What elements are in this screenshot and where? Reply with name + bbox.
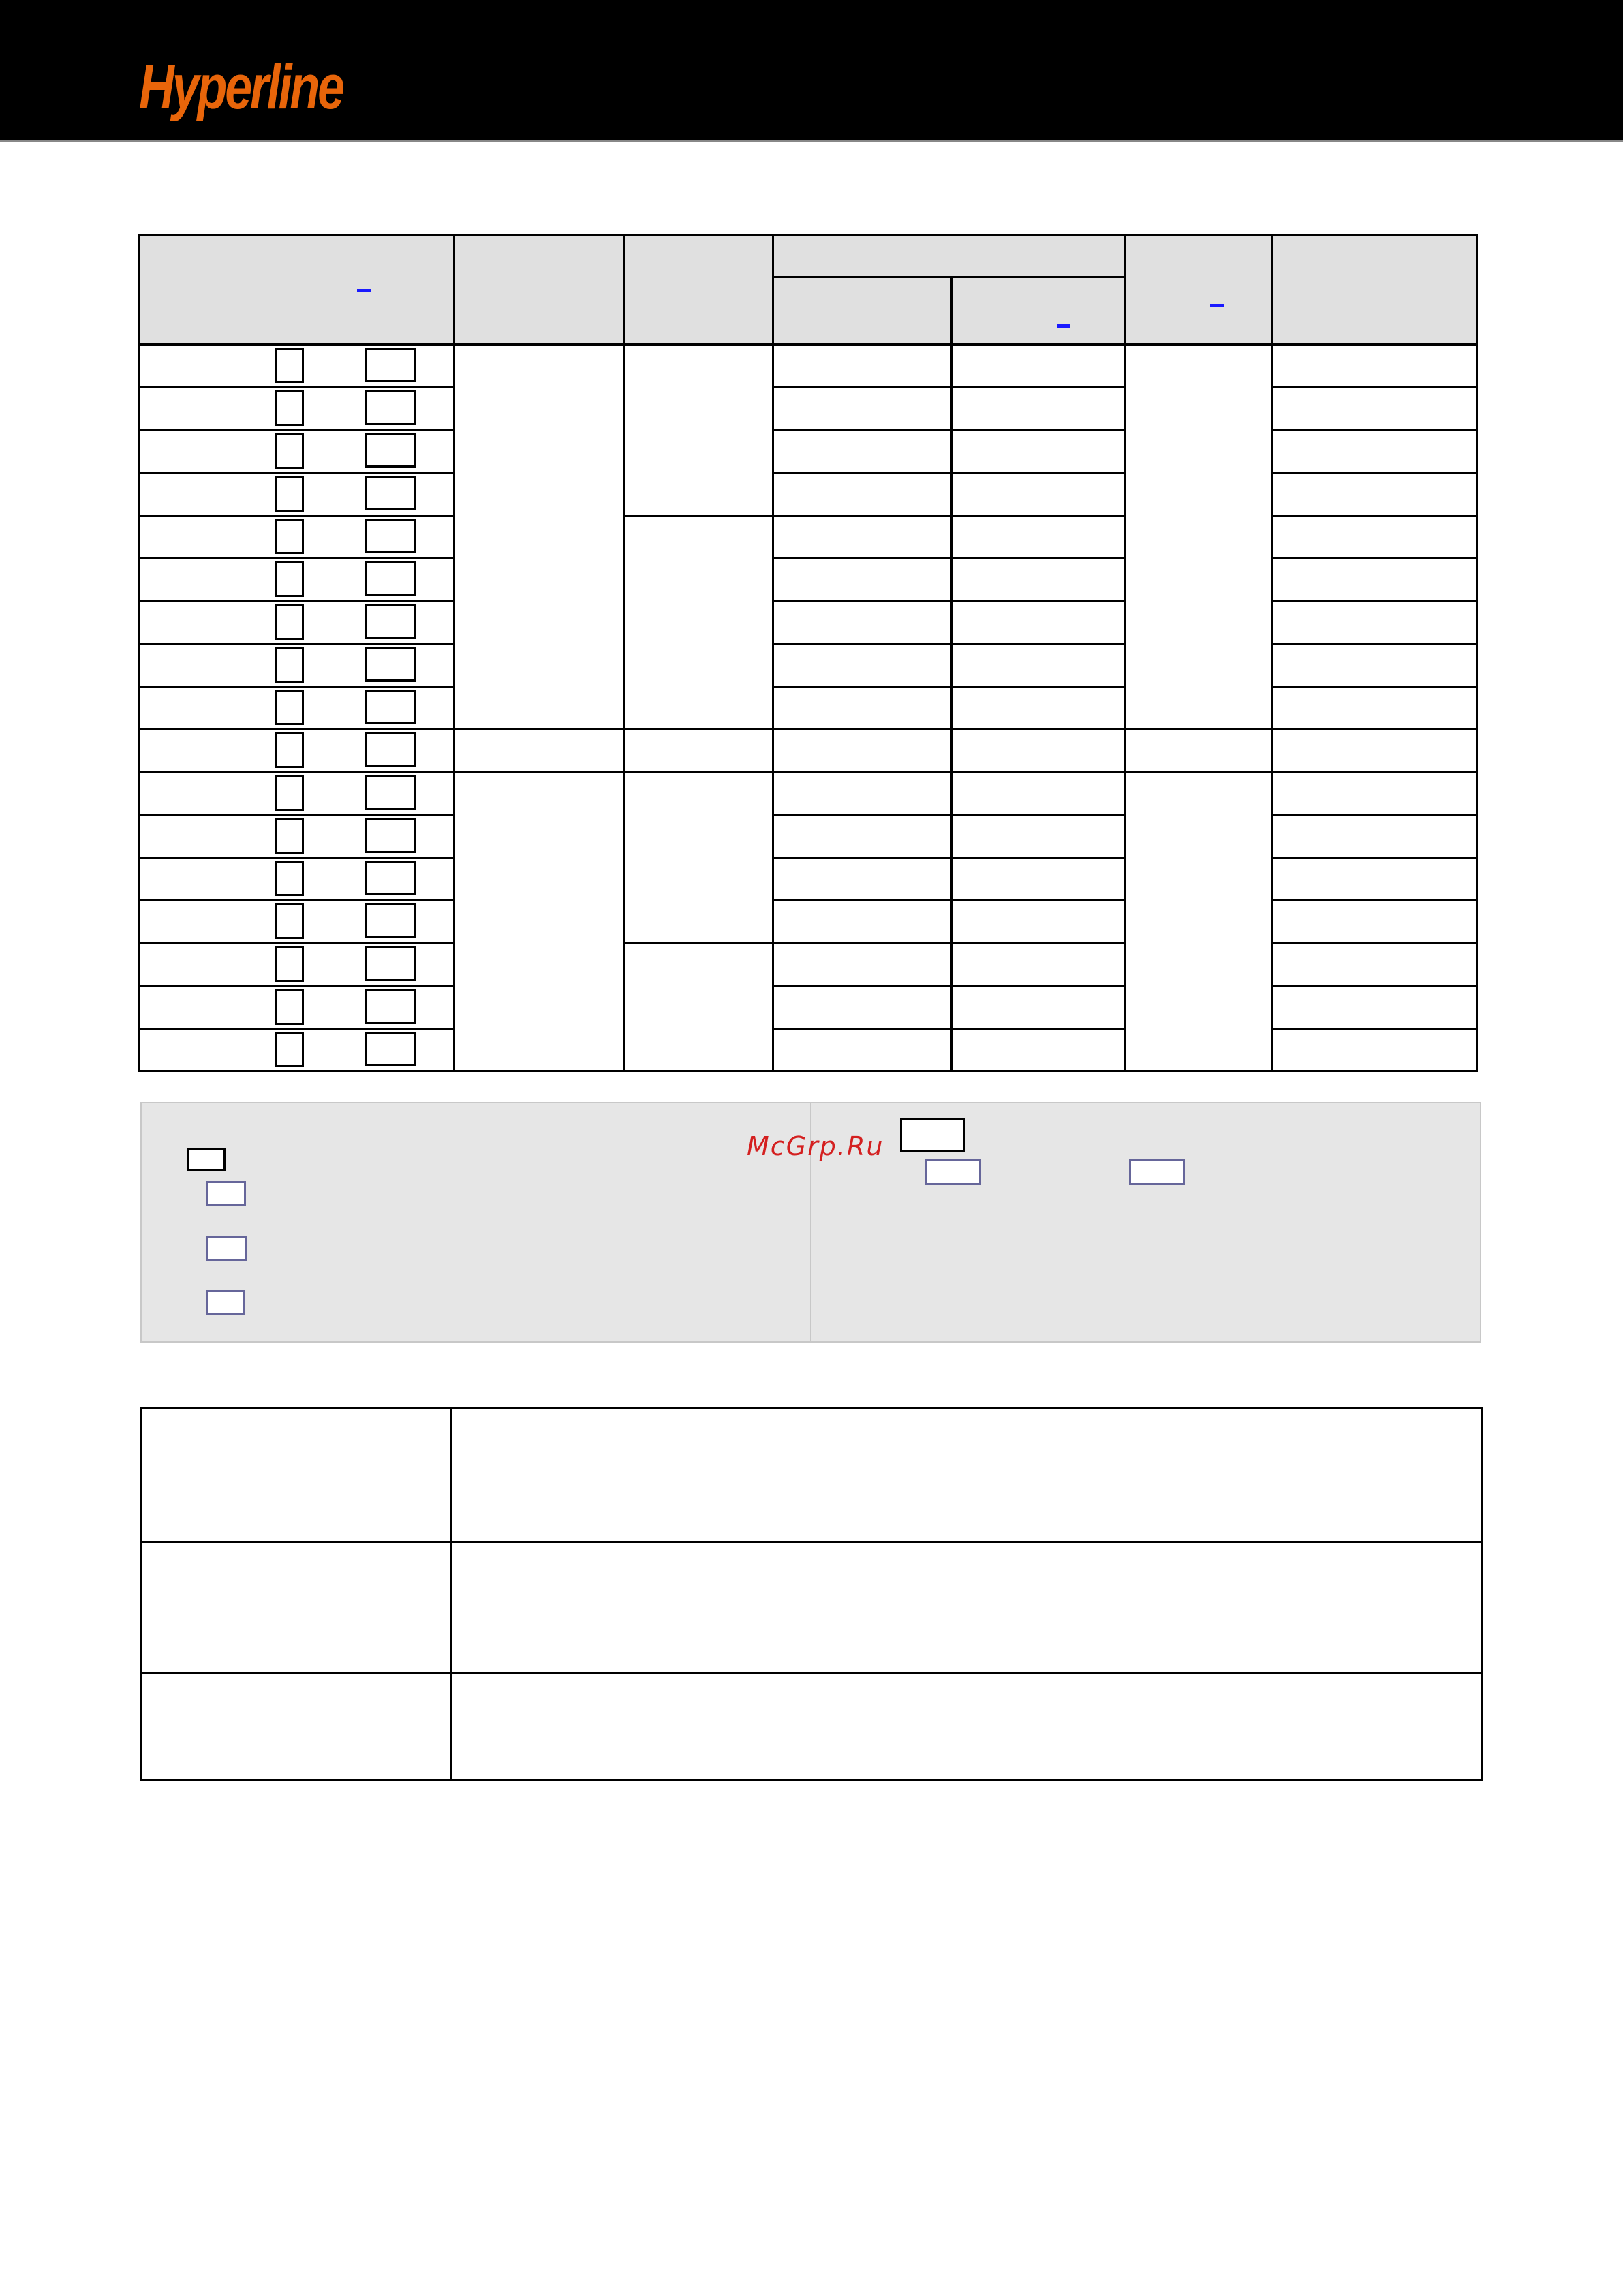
table-cell [1271, 942, 1478, 987]
table-cell [772, 771, 953, 816]
part-code-box [365, 818, 416, 853]
footnote-link[interactable] [1057, 324, 1070, 328]
table-cell [138, 857, 455, 902]
table-cell [772, 429, 953, 474]
table-cell [950, 814, 1126, 859]
table-cell [138, 386, 455, 431]
table-cell [772, 857, 953, 902]
table-cell [1271, 728, 1478, 773]
watermark: McGrp.Ru [747, 1131, 884, 1161]
table-cell [772, 899, 953, 944]
part-code-box [275, 989, 304, 1025]
note-link-box[interactable] [1129, 1159, 1185, 1185]
header-cell [138, 234, 455, 346]
page-header [0, 0, 1623, 142]
part-code-box [275, 946, 304, 982]
table-cell [138, 985, 455, 1030]
table-cell [950, 1028, 1126, 1073]
table-cell [950, 686, 1126, 731]
header-cell [453, 234, 625, 346]
table-cell [950, 600, 1126, 645]
table-cell [623, 942, 774, 1072]
table-cell [950, 386, 1126, 431]
part-code-box [275, 519, 304, 555]
table-cell [772, 985, 953, 1030]
header-subcell [950, 276, 1126, 346]
part-code-box [365, 647, 416, 682]
header-cell [1124, 234, 1273, 346]
part-code-box [365, 390, 416, 425]
table-cell [950, 515, 1126, 560]
table-cell [772, 728, 953, 773]
table-cell [1271, 472, 1478, 517]
table-cell [138, 814, 455, 859]
table-cell [950, 728, 1126, 773]
table-cell [453, 343, 625, 731]
table-cell [138, 686, 455, 731]
part-code-box [275, 390, 304, 426]
part-code-box [365, 476, 416, 510]
note-marker-box [900, 1118, 965, 1152]
table-cell [950, 472, 1126, 517]
part-code-box [365, 732, 416, 767]
table-cell [950, 942, 1126, 987]
table-cell [453, 728, 625, 773]
part-code-box [275, 476, 304, 512]
table-cell [1271, 1028, 1478, 1073]
part-code-box [365, 989, 416, 1024]
header-cell [1271, 234, 1478, 346]
table-cell [1271, 985, 1478, 1030]
note-marker-box [187, 1148, 226, 1171]
info-label-cell [140, 1407, 452, 1543]
part-code-box [275, 561, 304, 597]
table-cell [1271, 557, 1478, 602]
part-code-box [365, 1032, 416, 1067]
part-code-box [365, 690, 416, 724]
table-cell [1271, 857, 1478, 902]
table-cell [950, 557, 1126, 602]
table-cell [138, 515, 455, 560]
table-cell [772, 686, 953, 731]
table-cell [950, 643, 1126, 688]
part-code-box [365, 433, 416, 468]
table-cell [950, 899, 1126, 944]
note-link-box[interactable] [925, 1159, 981, 1185]
table-cell [1271, 429, 1478, 474]
header-subcell [772, 276, 953, 346]
table-cell [138, 472, 455, 517]
footnote-link[interactable] [1210, 304, 1224, 307]
table-cell [138, 899, 455, 944]
table-cell [1271, 515, 1478, 560]
table-cell [138, 643, 455, 688]
table-cell [1271, 686, 1478, 731]
header-group-cell [772, 234, 1126, 278]
table-cell [1271, 643, 1478, 688]
table-cell [138, 942, 455, 987]
part-code-box [365, 348, 416, 382]
table-cell [138, 600, 455, 645]
part-code-box [275, 903, 304, 939]
table-cell [623, 771, 774, 944]
table-cell [950, 857, 1126, 902]
part-code-box [275, 690, 304, 726]
table-cell [138, 728, 455, 773]
footnote-link[interactable] [357, 289, 371, 292]
table-cell [138, 343, 455, 388]
table-cell [1124, 771, 1273, 1072]
table-cell [1271, 771, 1478, 816]
table-cell [138, 429, 455, 474]
part-code-box [275, 775, 304, 811]
part-code-box [275, 433, 304, 469]
table-cell [1271, 814, 1478, 859]
table-cell [772, 386, 953, 431]
note-link-box[interactable] [206, 1236, 247, 1261]
table-cell [138, 1028, 455, 1073]
table-cell [138, 557, 455, 602]
part-code-box [365, 946, 416, 981]
table-cell [1124, 728, 1273, 773]
table-cell [772, 515, 953, 560]
part-code-box [275, 818, 304, 854]
part-code-box [365, 775, 416, 810]
note-link-box[interactable] [206, 1181, 246, 1206]
header-cell [623, 234, 774, 346]
table-cell [950, 985, 1126, 1030]
table-cell [772, 472, 953, 517]
table-cell [623, 343, 774, 517]
part-code-box [275, 604, 304, 640]
info-label-cell [140, 1672, 452, 1781]
info-value-cell [450, 1407, 1483, 1543]
part-code-box [365, 861, 416, 896]
part-code-box [365, 561, 416, 596]
part-code-box [275, 647, 304, 683]
part-code-box [365, 903, 416, 938]
table-cell [772, 643, 953, 688]
note-link-box[interactable] [206, 1290, 245, 1315]
table-cell [1271, 899, 1478, 944]
table-cell [1271, 600, 1478, 645]
table-cell [1271, 386, 1478, 431]
table-cell [1124, 343, 1273, 731]
part-code-box [275, 732, 304, 768]
table-cell [950, 343, 1126, 388]
table-cell [623, 728, 774, 773]
part-code-box [275, 348, 304, 384]
info-label-cell [140, 1541, 452, 1674]
part-code-box [365, 519, 416, 553]
table-cell [772, 557, 953, 602]
info-value-cell [450, 1672, 1483, 1781]
table-cell [950, 771, 1126, 816]
table-cell [1271, 343, 1478, 388]
table-cell [772, 343, 953, 388]
table-cell [772, 814, 953, 859]
table-cell [772, 600, 953, 645]
table-cell [138, 771, 455, 816]
part-code-box [365, 604, 416, 639]
part-code-box [275, 861, 304, 897]
table-cell [623, 515, 774, 731]
part-code-box [275, 1032, 304, 1068]
hyperline-logo: Hyperline [139, 52, 343, 122]
info-value-cell [450, 1541, 1483, 1674]
table-cell [453, 771, 625, 1072]
table-cell [950, 429, 1126, 474]
table-cell [772, 942, 953, 987]
table-cell [772, 1028, 953, 1073]
